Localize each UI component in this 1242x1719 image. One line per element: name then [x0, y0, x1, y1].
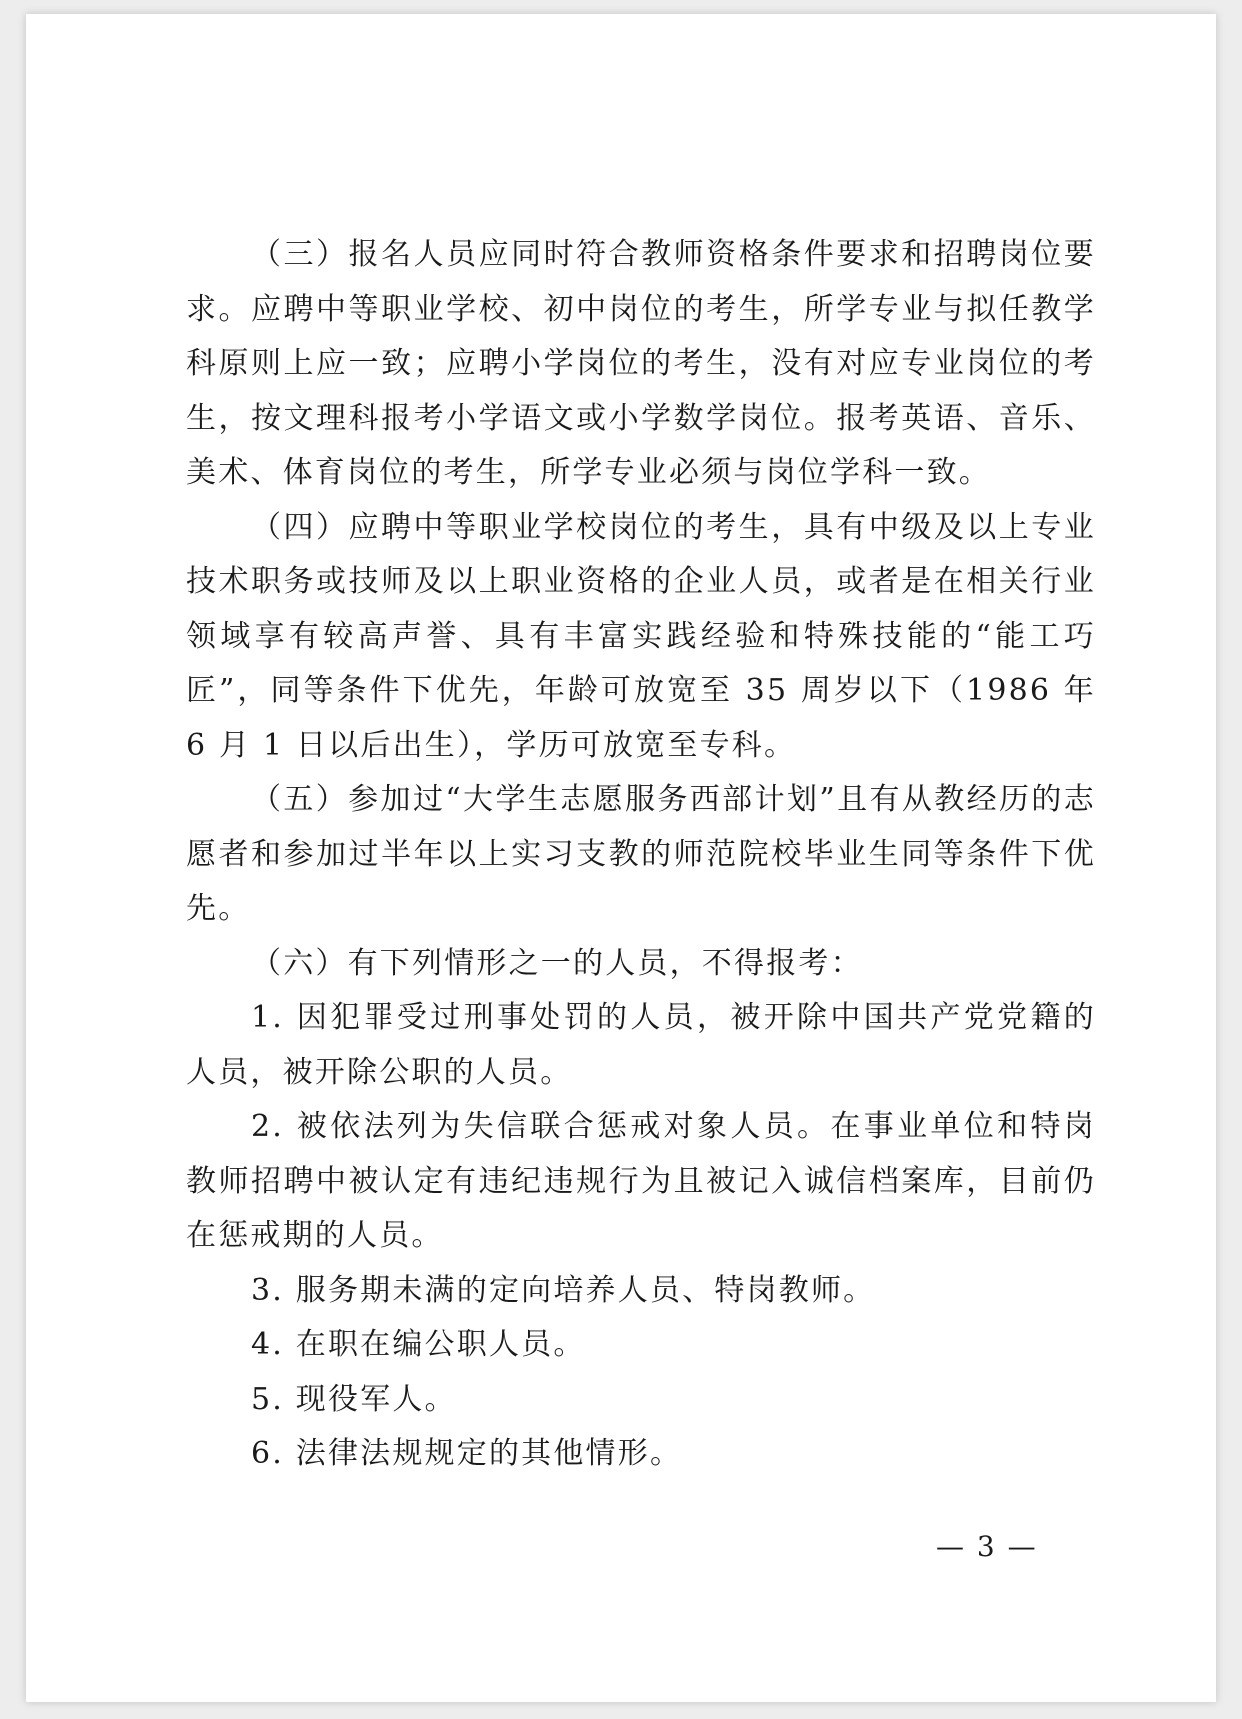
- document-body: [186, 228, 1096, 1482]
- page-number: — 3 —: [936, 1530, 1038, 1563]
- list-item-6: 6. 法律法规规定的其他情形。: [251, 1436, 683, 1471]
- list-item-5: 5. 现役军人。: [251, 1381, 457, 1417]
- list-item-1: 1. 因犯罪受过刑事处罚的人员，被开除中国共产党党籍的人员，被开除公职的人员。: [186, 1000, 1096, 1090]
- list-item-2: 2. 被依法列为失信联合惩戒对象人员。在事业单位和特岗教师招聘中被认定有违纪违规行为且被记入诚信档案库，目前仍在惩戒期的人员。: [186, 1109, 1096, 1253]
- paragraph-five: （五）参加过“大学生志愿服务西部计划”且有从教经历的志愿者和参加过半年以上实习支教的师范院校毕业生同等条件下优先。: [186, 782, 1096, 926]
- paragraph-four: （四）应聘中等职业学校岗位的考生，具有中级及以上专业技术职务或技师及以上职业资格的企业人员，或者是在相关行业领域享有较高声誉、具有丰富实践经验和特殊技能的“能工巧匠”，同等条件下优先，年龄可放宽至 35 周岁以下（1986 年 6 月 1 日以后出生），学历可放宽至专科。: [186, 509, 1096, 763]
- paragraph-six: （六）有下列情形之一的人员，不得报考：: [251, 945, 863, 981]
- paragraph-three: （三）报名人员应同时符合教师资格条件要求和招聘岗位要求。应聘中等职业学校、初中岗位的考生，所学专业与拟任教学科原则上应一致；应聘小学岗位的考生，没有对应专业岗位的考生，按文理科报考小学语文或小学数学岗位。报考英语、音乐、美术、体育岗位的考生，所学专业必须与岗位学科一致。: [186, 237, 1096, 490]
- document-page: [26, 14, 1216, 1702]
- list-item-4: 4. 在职在编公职人员。: [251, 1327, 586, 1362]
- list-item-3: 3. 服务期未满的定向培养人员、特岗教师。: [251, 1272, 876, 1308]
